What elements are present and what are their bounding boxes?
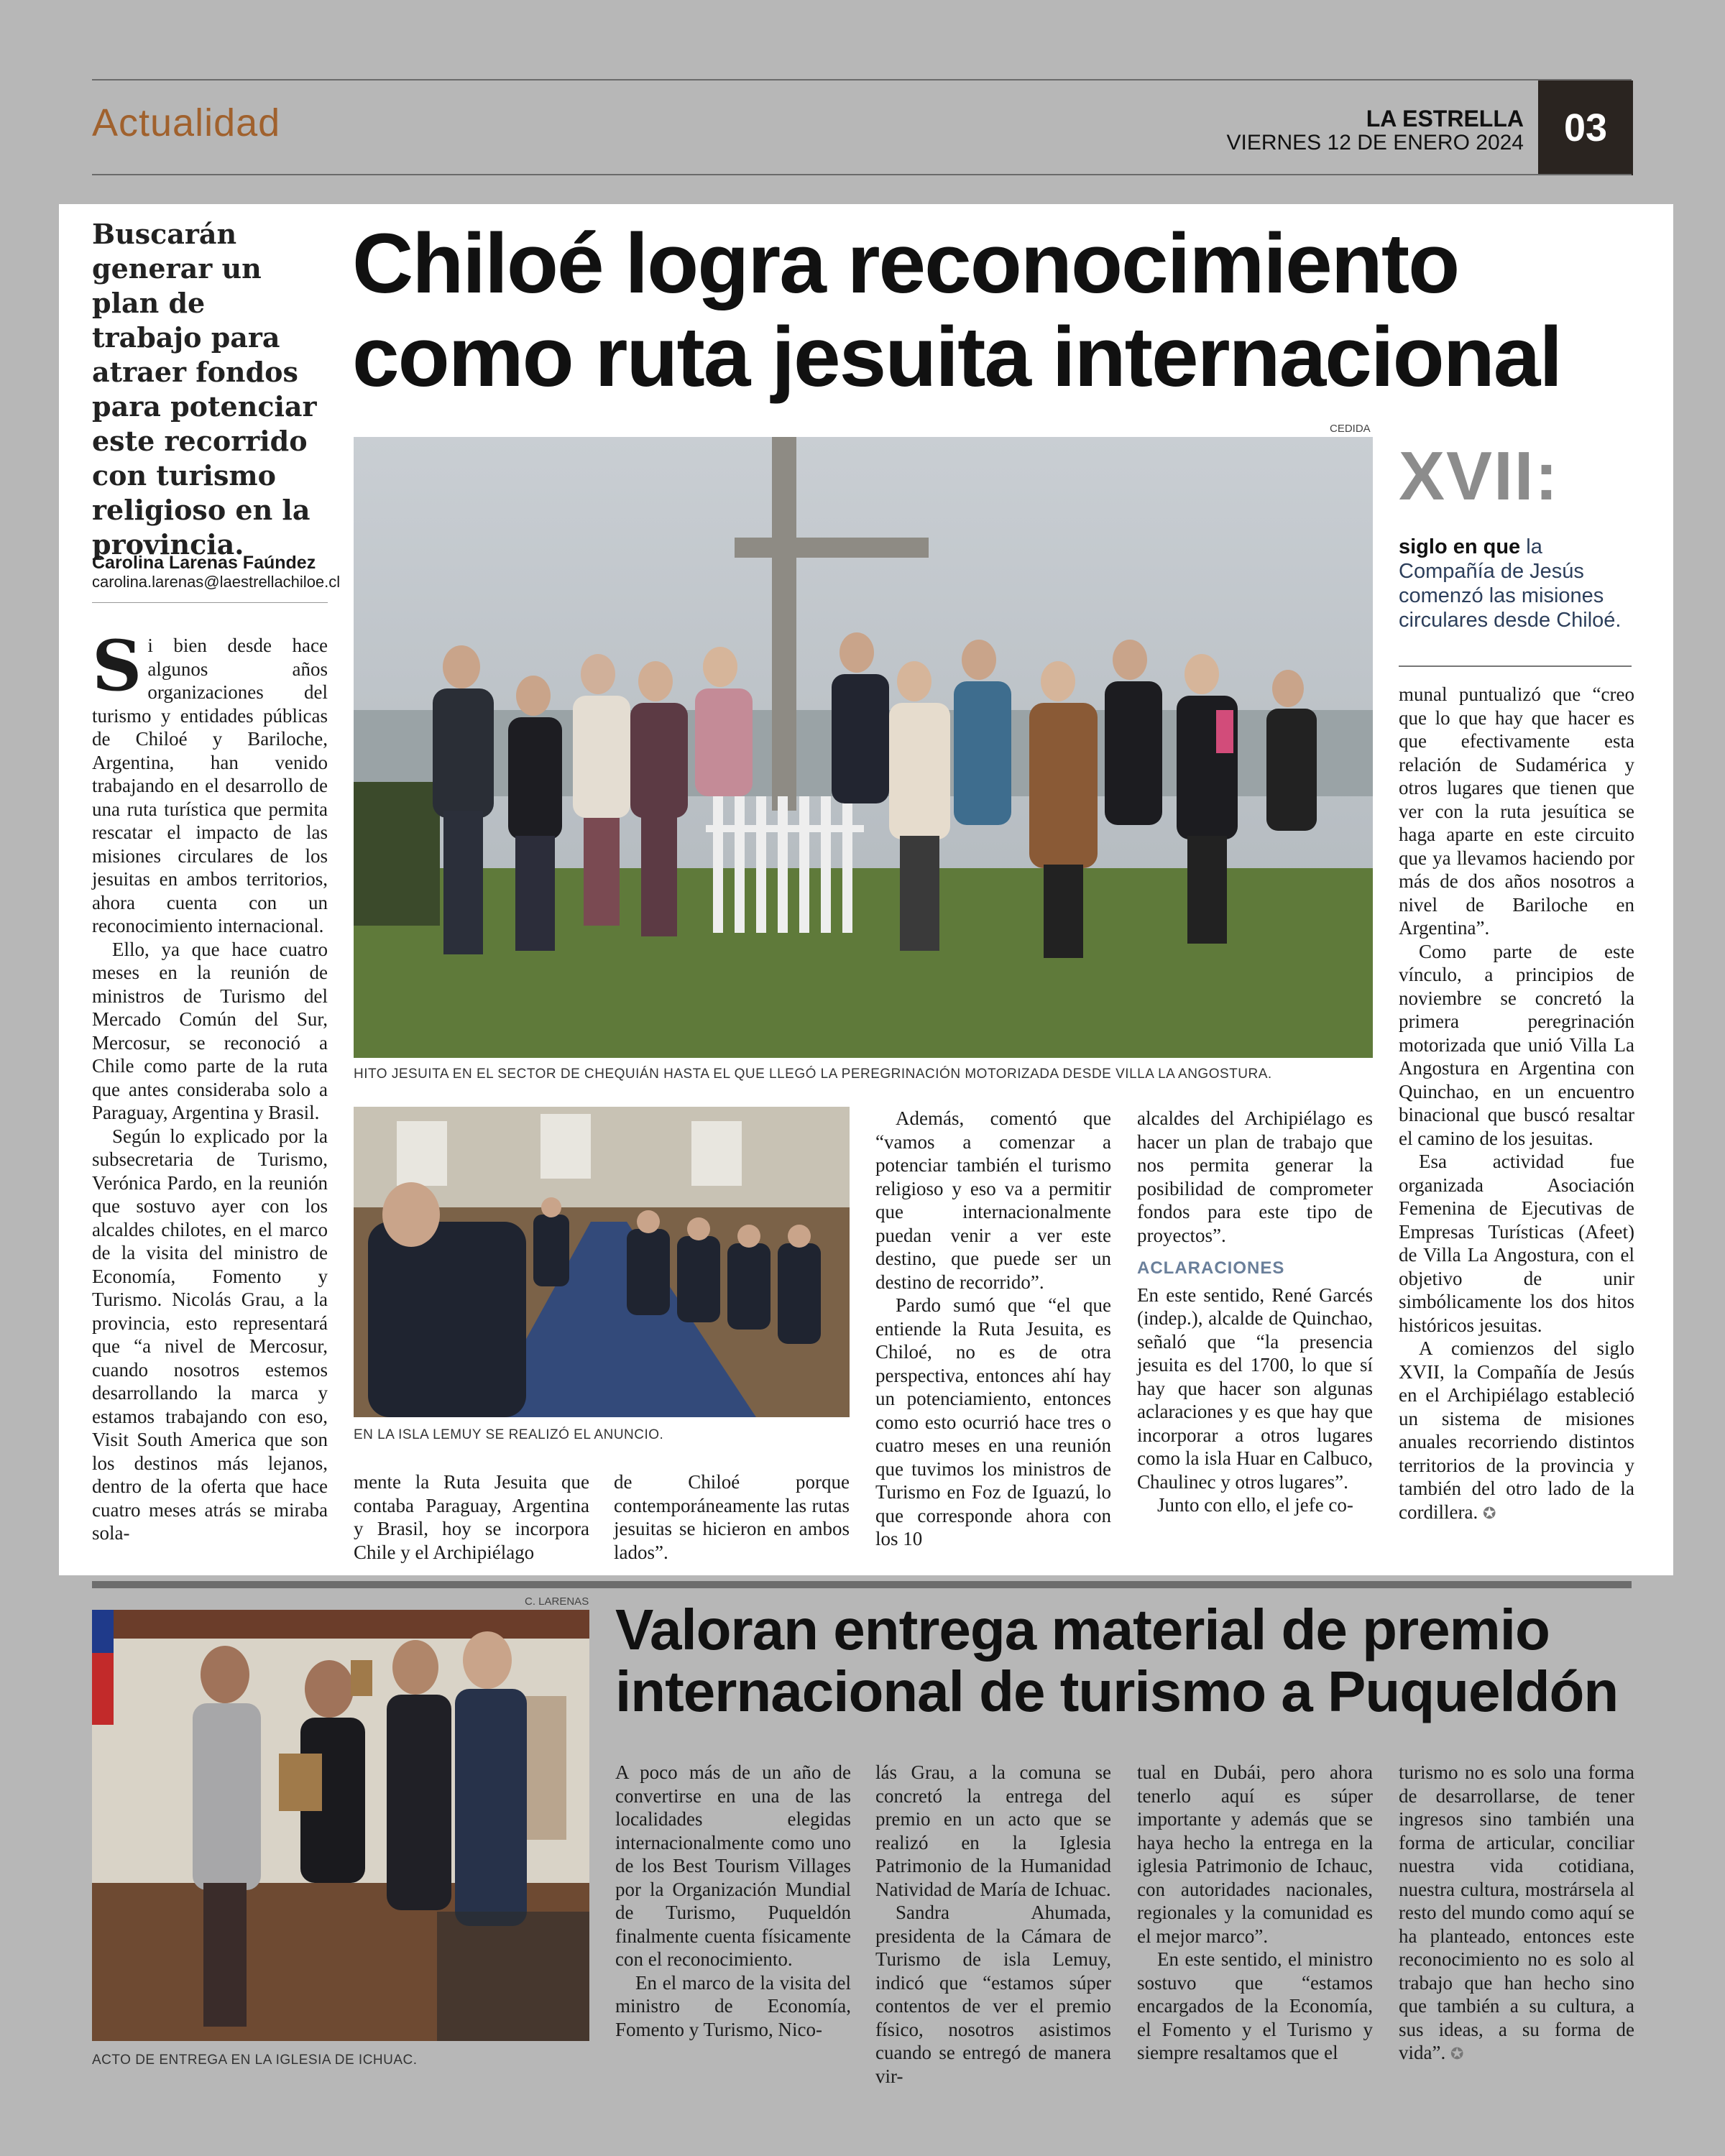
highlight-number: XVII: (1399, 438, 1560, 515)
byline (92, 553, 341, 591)
section-title: Actualidad (92, 101, 281, 144)
paragraph: Esa actividad fue organizada Asociación Femenina de Ejecutivas de Empresas Turísticas (Afeet) de Villa La Angostura, con el objetivo de unir simbólicamente los dos hitos históricos jesuitas. (1399, 1151, 1634, 1336)
article2-column-4 (1399, 1761, 1634, 2066)
photo1-caption: HITO JESUITA EN EL SECTOR DE CHEQUIÁN HASTA EL QUE LLEGÓ LA PEREGRINACIÓN MOTORIZADA DESDE VILLA LA ANGOSTURA. (354, 1067, 1272, 1082)
article1-column-6 (1399, 683, 1634, 1525)
highlight-body: la Compañía de Jesús comenzó las misiones circulares desde Chiloé. (1399, 535, 1622, 632)
paragraph: i bien desde hace algunos años organizaciones del turismo y entidades públicas de Chiloé y Bariloche, Argentina, han venido trabajando en el desarrollo de una ruta turística que permita rescatar el impacto de las misiones circulares de los jesuitas en ambos territorios, ahora cuenta con un reconocimiento internacional. (92, 635, 328, 936)
drop-cap: S (92, 625, 142, 706)
paragraph: Junto con ello, el jefe co- (1157, 1494, 1353, 1516)
article-separator (92, 1581, 1632, 1588)
article1-column-3 (614, 1470, 850, 1564)
author-email[interactable]: carolina.larenas@laestrellachiloe.cl (92, 573, 341, 591)
article1-column-2 (354, 1470, 589, 1564)
article2-headline: Valoran entrega material de premio internacional de turismo a Puqueldón (615, 1598, 1619, 1723)
issue-date: VIERNES 12 DE ENERO 2024 (1226, 131, 1524, 155)
article1-column-1 (92, 625, 328, 1545)
group-photo-image (354, 437, 1373, 1058)
end-mark-icon: ✪ (1450, 2045, 1464, 2063)
article1-column-4 (875, 1107, 1111, 1551)
header-rule-bottom (92, 174, 1632, 175)
paragraph: de Chiloé porque contemporáneamente las rutas jesuitas se hicieron en ambos lados”. (614, 1471, 850, 1563)
photo-credit-2: C. LARENAS (525, 1595, 589, 1608)
paragraph: alcaldes del Archipiélago es hacer un plan de trabajo que nos permita generar la posibilidad de comprometer fondos para este tipo de proyectos”. (1137, 1107, 1373, 1246)
photo2-caption: EN LA ISLA LEMUY SE REALIZÓ EL ANUNCIO. (354, 1427, 664, 1442)
paragraph: En el marco de la visita del ministro de Economía, Fomento y Turismo, Nico- (615, 1971, 851, 2040)
highlight-text (1399, 535, 1636, 632)
paragraph: tual en Dubái, pero ahora tenerlo aquí es súper importante y además que se haya hecho la entrega en la iglesia Patrimonio de Ichauc, con autoridades nacionales, regionales y la comunidad es el mejor marco”. (1137, 1761, 1373, 1947)
article2-column-1 (615, 1761, 851, 2041)
subheading: ACLARACIONES (1137, 1258, 1285, 1278)
author-name: Carolina Larenas Faúndez (92, 553, 316, 573)
paragraph: Según lo explicado por la subsecretaria de Turismo, Verónica Pardo, en la reunión que sostuvo ayer con los alcaldes chilotes, en el marco de la visita del ministro de Economía, Fomento y Turismo. Nicolás Grau, a la provincia, esto representará que “a nivel de Mercosur, cuando nosotros estemos desarrollando la marca y estamos trabajando con eso, Visit South America que son los destinos más lejanos, dentro de la oferta que hace cuatro meses atrás se miraba sola- (92, 1125, 328, 1544)
article2-column-3 (1137, 1761, 1373, 2065)
paragraph: Pardo sumó que “el que entiende la Ruta Jesuita, es Chiloé, no es de otra perspectiva, entonces ahí hay un potenciamiento, entonces como esto ocurrió hace tres o cuatro meses en una reunión que tuvimos los ministros de Turismo en Foz de Iguazú, lo que corresponde ahora con los 10 (875, 1294, 1111, 1549)
header-rule-top (92, 79, 1632, 80)
masthead (1226, 106, 1524, 155)
article-headline: Chiloé logra reconocimiento como ruta jesuita internacional (352, 216, 1562, 405)
article2-column-2 (875, 1761, 1111, 2088)
paragraph: En este sentido, el ministro sostuvo que “estamos encargados de la Economía, el Fomento y el Turismo y siempre resaltamos que el (1137, 1948, 1373, 2063)
paragraph: A comienzos del siglo XVII, la Compañía de Jesús en el Archipiélago estableció un sistema de misiones anuales recorriendo distintos territorios de la provincia y también del otro lado de la cordillera. (1399, 1337, 1634, 1523)
paragraph: turismo no es solo una forma de desarrollarse, de tener ingresos sino también una forma de articular, conciliar nuestra vida cotidiana, nuestra cultura, mostrársela al resto del mundo como aquí se ha planteado, entonces este reconocimiento no es solo al trabajo que han hecho sino que también a su cultura, a sus ideas, a su forma de vida”. (1399, 1761, 1634, 2063)
group-photo-cross (354, 437, 1373, 1058)
byline-rule (92, 602, 328, 603)
paragraph: Sandra Ahumada, presidenta de la Cámara de Turismo de isla Lemuy, indicó que “estamos súper contentos de ver el premio físico, nosotros asistimos cuando se entregó de manera vir- (875, 1902, 1111, 2087)
highlight-rule (1399, 665, 1632, 667)
paragraph: Ello, ya que hace cuatro meses en la reunión de ministros de Turismo del Mercado Común del Sur, Mercosur, se reconoció a Chile como parte de la ruta que antes consideraba solo a Paraguay, Argentina y Brasil. (92, 938, 328, 1123)
paper-name: LA ESTRELLA (1366, 106, 1524, 132)
paragraph: Como parte de este vínculo, a principios de noviembre se concretó la primera peregrinación motorizada que unió Villa La Angostura en Argentina con Quinchao, en un encuentro binacional que buscó resaltar el camino de los jesuitas. (1399, 940, 1634, 1149)
paragraph: A poco más de un año de convertirse en una de las localidades elegidas internacionalmente como uno de los Best Tourism Villages por la Organización Mundial de Turismo, Puqueldón finalmente cuenta físicamente con el reconocimiento. (615, 1761, 851, 1970)
paragraph: lás Grau, a la comuna se concretó la entrega del premio en un acto que se realizó en la Iglesia Patrimonio de la Humanidad Natividad de María de Ichuac. (875, 1761, 1111, 1900)
end-mark-icon: ✪ (1482, 1503, 1496, 1522)
paragraph: Además, comentó que “vamos a comenzar a potenciar también el turismo religioso y eso va a permitir que internacionalmente puedan venir a ver este destino, que puede ser un destino de recorrido”. (875, 1107, 1111, 1293)
paragraph: mente la Ruta Jesuita que contaba Paraguay, Argentina y Brasil, hoy se incorpora Chile y el Archipiélago (354, 1471, 589, 1563)
meeting-photo-image (354, 1107, 850, 1417)
paragraph: En este sentido, René Garcés (indep.), alcalde de Quinchao, señaló que “la presencia jesuita es del 1700, lo que sí hay que hacer son algunas aclaraciones y es que hay que incorporar a otros lugares como la isla Huar en Calbuco, Chaulinec y otros lugares”. (1137, 1284, 1373, 1493)
meeting-photo (354, 1107, 850, 1417)
award-photo-image (92, 1610, 589, 2041)
paragraph: munal puntualizó que “creo que lo que hay que hacer es que efectivamente esta relación de Sudamérica y otros lugares que tienen que ver con la ruta jesuítica se haga aparte en este circuito que ya llevamos haciendo por más de dos años nosotros a nivel de Bariloche en Argentina”. (1399, 683, 1634, 939)
highlight-bold: siglo en que (1399, 535, 1521, 558)
article1-column-5 (1137, 1107, 1373, 1517)
article-deck: Buscarán generar un plan de trabajo para atraer fondos para potenciar este recorrido con turismo religioso en la provincia. (92, 218, 317, 561)
page-number: 03 (1538, 80, 1633, 175)
photo-credit: CEDIDA (1330, 423, 1371, 435)
award-photo (92, 1610, 589, 2041)
award-photo-caption: ACTO DE ENTREGA EN LA IGLESIA DE ICHUAC. (92, 2053, 418, 2068)
